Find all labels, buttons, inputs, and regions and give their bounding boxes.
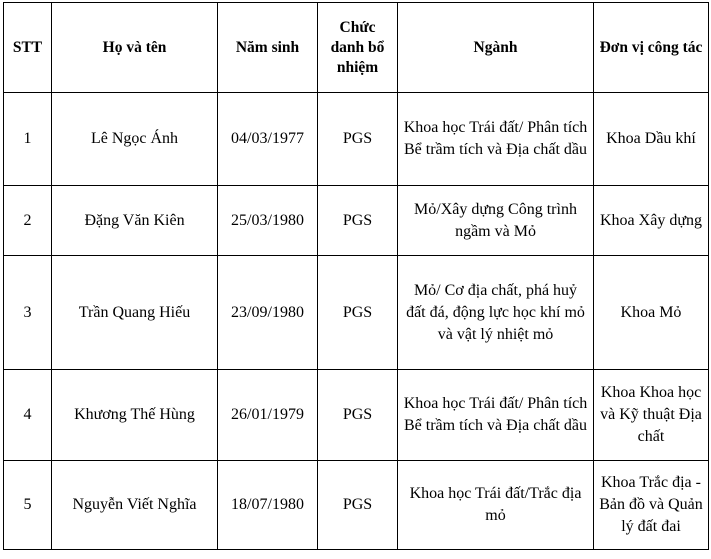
staff-table [3,2,709,550]
header-unit: Đơn vị công tác [594,3,709,93]
cell-field: Khoa học Trái đất/ Phân tích Bể trầm tích và Địa chất dầu [398,370,594,461]
header-name: Họ và tên [52,3,218,93]
cell-title: PGS [318,93,398,186]
cell-stt: 3 [4,256,52,370]
cell-field: Mỏ/ Cơ địa chất, phá huỷ đất đá, động lực học khí mỏ và vật lý nhiệt mỏ [398,256,594,370]
table-row [4,186,709,256]
cell-stt: 1 [4,93,52,186]
cell-birth: 25/03/1980 [218,186,318,256]
table-header-row [4,3,709,93]
cell-field: Khoa học Trái đất/ Phân tích Bể trầm tích và Địa chất dầu [398,93,594,186]
cell-unit: Khoa Mỏ [594,256,709,370]
cell-title: PGS [318,256,398,370]
cell-birth: 04/03/1977 [218,93,318,186]
cell-birth: 23/09/1980 [218,256,318,370]
cell-name: Khương Thế Hùng [52,370,218,461]
cell-unit: Khoa Khoa học và Kỹ thuật Địa chất [594,370,709,461]
cell-name: Nguyễn Viết Nghĩa [52,461,218,550]
header-stt: STT [4,3,52,93]
cell-stt: 5 [4,461,52,550]
cell-birth: 26/01/1979 [218,370,318,461]
cell-name: Trần Quang Hiếu [52,256,218,370]
cell-stt: 4 [4,370,52,461]
cell-unit: Khoa Dầu khí [594,93,709,186]
cell-name: Đặng Văn Kiên [52,186,218,256]
cell-stt: 2 [4,186,52,256]
table-row [4,370,709,461]
cell-unit: Khoa Trắc địa - Bản đồ và Quản lý đất đai [594,461,709,550]
table-row [4,256,709,370]
table-row [4,461,709,550]
table-row [4,93,709,186]
cell-title: PGS [318,370,398,461]
cell-unit: Khoa Xây dựng [594,186,709,256]
cell-birth: 18/07/1980 [218,461,318,550]
cell-field: Khoa học Trái đất/Trắc địa mỏ [398,461,594,550]
cell-field: Mỏ/Xây dựng Công trình ngầm và Mỏ [398,186,594,256]
header-field: Ngành [398,3,594,93]
header-title: Chức danh bổ nhiệm [318,3,398,93]
cell-name: Lê Ngọc Ánh [52,93,218,186]
header-birth: Năm sinh [218,3,318,93]
cell-title: PGS [318,461,398,550]
cell-title: PGS [318,186,398,256]
